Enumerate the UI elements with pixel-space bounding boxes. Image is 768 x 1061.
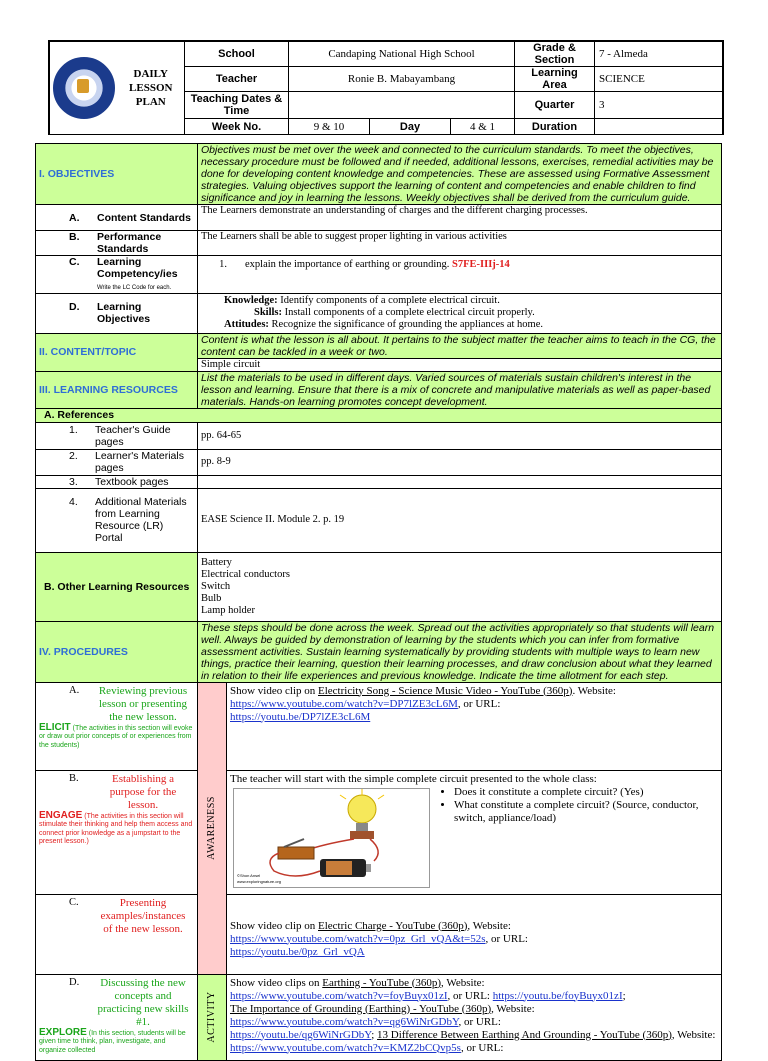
procedure-b-content: The teacher will start with the simple complete circuit presented to the whole class: ©Shon Ansel www.exploringnature.org • Does it constitute a complete circuit? (Yes) • What constitute a complete circuit? (Source, conductor, switch, appliance/load) [227,770,722,894]
content-topic: Simple circuit [198,358,722,371]
procedure-a-content: Show video clip on Electricity Song - Science Music Video - YouTube (360p). Website: https://www.youtube.com/watch?v=DP7lZE3cL6M, or URL: https://youtu.be/DP7lZE3cL6M [227,682,722,770]
references-label: A. References [36,408,722,422]
teachers-guide-label: 1. Teacher's Guide pages [36,422,198,449]
video-short-link[interactable]: https://youtu.be/foyBuyx01zI [492,989,623,1002]
question-item: • Does it constitute a complete circuit? (Yes) [454,786,718,799]
day-label: Day [370,119,451,134]
area-value: SCIENCE [595,67,723,92]
objectives-heading: I. OBJECTIVES [36,144,198,205]
resources-note: List the materials to be used in different days. Varied sources of materials sustain children's interest in the lesson and learning. Ensure that there is a mix of concrete and manipulative materials as well as paper-based materials. Hands-on learning promotes concept development. [198,371,722,408]
lesson-plan-body [35,143,722,1061]
learning-objectives-value: Knowledge: Identify components of a complete electrical circuit. Skills: Install components of a complete electrical circuit properly. Attitudes: Recognize the significance of grounding the appliances at home. [198,293,722,333]
week-day-cell [289,119,515,135]
learners-materials-value: pp. 8-9 [198,449,722,475]
learning-objectives-label: D. Learning Objectives [36,293,198,333]
resource-item: Bulb [201,592,222,604]
resource-item: Electrical conductors [201,568,290,580]
dates-label: Teaching Dates & Time [185,92,289,119]
procedures-heading: IV. PROCEDURES [36,621,198,682]
week-label: Week No. [185,119,289,135]
school-label: School [185,42,289,67]
teacher-label: Teacher [185,67,289,92]
deped-seal-cell [50,42,118,135]
resource-item: Lamp holder [201,604,255,616]
svg-text:©Shon Ansel: ©Shon Ansel [237,872,261,878]
svg-text:www.exploringnature.org: www.exploringnature.org [237,878,282,884]
learning-competency-label: C. Learning Competency/ies Write the LC Code for each. [36,256,198,294]
video-link[interactable]: https://www.youtube.com/watch?v=DP7lZE3cL6M [230,697,458,710]
additional-materials-label: 4. Additional Materials from Learning Resource (LR) Portal [36,488,198,552]
procedure-b-label: B. Establishing a purpose for the lesson. ENGAGE (The activities in this section will stimulate their thinking and help them access and connect prior knowledge as a jumpstart to the present lesson.) [36,770,198,894]
resources-heading: III. LEARNING RESOURCES [36,371,198,408]
lesson-plan-header [48,40,724,135]
deped-seal-icon [53,57,115,119]
video-link[interactable]: https://www.youtube.com/watch?v=0pz_Grl_vQA&t=52s [230,932,486,945]
week-value: 9 & 10 [289,119,370,134]
grade-label: Grade & Section [515,42,595,67]
teacher-value: Ronie B. Mabayambang [289,67,515,92]
textbook-label: 3. Textbook pages [36,475,198,488]
procedure-a-label: A. Reviewing previous lesson or presenting the new lesson. ELICIT (The activities in this section will evoke or draw out prior concepts of or experiences from the students) [36,682,198,770]
other-resources-label: B. Other Learning Resources [36,552,198,621]
teachers-guide-value: pp. 64-65 [198,422,722,449]
school-value: Candaping National High School [289,42,515,67]
video-link[interactable]: https://www.youtube.com/watch?v=qg6WiNrGDbY [230,1015,459,1028]
competency-code: S7FE-IIIj-14 [452,259,510,270]
dates-value [289,92,515,119]
objectives-note: Objectives must be met over the week and connected to the curriculum standards. To meet the objectives, necessary procedure must be followed and if needed, additional lessons, exercises, remedial activities may be done for developing content knowledge and competencies. These are assessed using Formative Assessment strategies. Valuing objectives support the learning of content and competencies and enable children to find significance and joy in learning the lessons. Weekly objectives shall be derived from the curriculum guide. [198,144,722,205]
content-note: Content is what the lesson is all about. It pertains to the subject matter the teacher aims to teach in the CG, the content can be tackled in a week or two. [198,333,722,358]
content-standards-label: A. Content Standards [36,205,198,231]
awareness-band: AWARENESS [198,682,227,974]
other-resources-list [198,552,722,621]
quarter-label: Quarter [515,92,595,119]
procedure-d-label: D. Discussing the new concepts and practicing new skills #1. EXPLORE (In this section, students will be given time to think, plan, investigate, and organize collected [36,974,198,1060]
question-item: • What constitute a complete circuit? (Source, conductor, switch, appliance/load) [454,799,718,825]
grade-value: 7 - Almeda [595,42,723,67]
textbook-value [198,475,722,488]
performance-standards-label: B. Performance Standards [36,231,198,256]
quarter-value: 3 [595,92,723,119]
procedure-c-label: C. Presenting examples/instances of the new lesson. [36,894,198,974]
circuit-image [233,788,430,888]
content-heading: II. CONTENT/TOPIC [36,333,198,371]
video-short-link[interactable]: https://youtu.be/qg6WiNrGDbY [230,1028,372,1041]
performance-standards-value: The Learners shall be able to suggest proper lighting in various activities [198,231,722,256]
video-link[interactable]: https://www.youtube.com/watch?v=KMZ2bCQvp5s [230,1041,461,1054]
circuit-diagram-icon [234,789,429,887]
resource-item: Switch [201,580,231,592]
additional-materials-value: EASE Science II. Module 2. p. 19 [198,488,722,552]
duration-value [595,119,723,135]
content-standards-value: The Learners demonstrate an understanding of charges and the different charging processes. [198,205,722,231]
procedures-note: These steps should be done across the week. Spread out the activities appropriately so that students will learn well. Always be guided by demonstration of learning by the students which you can infer from formative assessment activities. Sustain learning systematically by providing students with multiple ways to learn new things, practice their learning, question their learning processes, and draw conclusion about what they learned in relation to their life experiences and previous knowledge. Indicate the time allotment for each step. [198,621,722,682]
procedure-d-content: Show video clips on Earthing - YouTube (360p), Website: https://www.youtube.com/watch?v=foyBuyx01zI, or URL: https://youtu.be/foyBuyx01zI; The Importance of Grounding (Earthing) - YouTube (360p), Website: https://www.youtube.com/watch?v=qg6WiNrGDbY, or URL: https://youtu.be/qg6WiNrGDbY; 13 Difference Between Earthing And Grounding - YouTube (360p), Website: https://www.youtube.com/watch?v=KMZ2bCQvp5s, or URL: [227,974,722,1060]
document-title: DAILY LESSON PLAN [118,42,185,135]
day-value: 4 & 1 [469,120,496,133]
duration-label: Duration [515,119,595,135]
learners-materials-label: 2. Learner's Materials pages [36,449,198,475]
resource-item: Battery [201,556,232,568]
learning-competency-value: 1. explain the importance of earthing or grounding. S7FE-IIIj-14 [198,256,722,294]
activity-band: ACTIVITY [198,974,227,1060]
video-short-link[interactable]: https://youtu.be/0pz_Grl_vQA [230,945,365,958]
procedure-c-content: Show video clip on Electric Charge - YouTube (360p), Website: https://www.youtube.com/watch?v=0pz_Grl_vQA&t=52s, or URL: https://youtu.be/0pz_Grl_vQA [227,894,722,974]
video-link[interactable]: https://www.youtube.com/watch?v=foyBuyx01zI [230,989,448,1002]
video-short-link[interactable]: https://youtu.be/DP7lZE3cL6M [230,710,371,723]
area-label: Learning Area [515,67,595,92]
